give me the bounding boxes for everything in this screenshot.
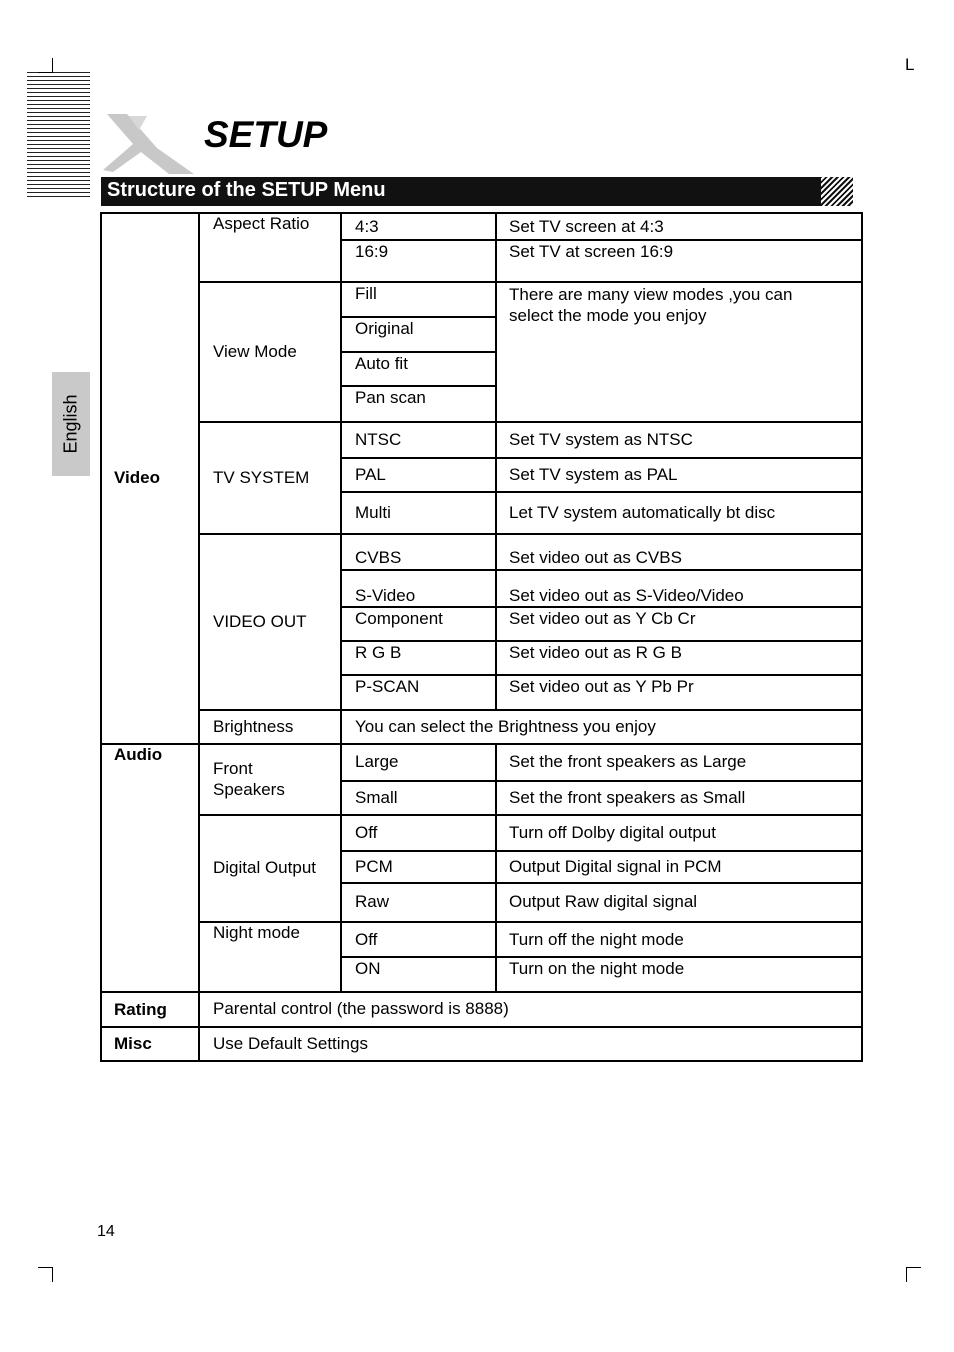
desc-p-scan: Set video out as Y Pb Pr bbox=[509, 677, 694, 696]
desc-small: Set the front speakers as Small bbox=[509, 788, 746, 807]
desc-ntsc: Set TV system as NTSC bbox=[509, 430, 693, 449]
option-night-off: Off bbox=[355, 930, 378, 949]
item-tv-system: TV SYSTEM bbox=[213, 468, 310, 487]
option-p-scan: P-SCAN bbox=[355, 677, 420, 696]
desc-16-9: Set TV at screen 16:9 bbox=[509, 242, 674, 261]
category-misc: Misc bbox=[114, 1034, 152, 1053]
language-tab-label: English bbox=[60, 394, 81, 454]
desc-night-off: Turn off the night mode bbox=[509, 930, 684, 949]
item-aspect-ratio: Aspect Ratio bbox=[213, 214, 310, 233]
desc-large: Set the front speakers as Large bbox=[509, 752, 747, 771]
corner-mark-top-right: L bbox=[905, 55, 915, 74]
option-component: Component bbox=[355, 609, 443, 628]
item-front-speakers-line2: Speakers bbox=[213, 780, 285, 799]
desc-pcm: Output Digital signal in PCM bbox=[509, 857, 722, 876]
desc-rgb: Set video out as R G B bbox=[509, 643, 682, 662]
desc-s-video: Set video out as S-Video/Video bbox=[509, 586, 744, 605]
desc-raw: Output Raw digital signal bbox=[509, 892, 698, 911]
category-rating: Rating bbox=[114, 1000, 167, 1019]
item-brightness: Brightness bbox=[213, 717, 294, 736]
rating-description: Parental control (the password is 8888) bbox=[213, 999, 509, 1018]
desc-multi: Let TV system automatically bt disc bbox=[509, 503, 776, 522]
item-night-mode: Night mode bbox=[213, 923, 300, 942]
option-pal: PAL bbox=[355, 465, 386, 484]
desc-view-mode: There are many view modes ,you can select the mode you enjoy bbox=[509, 285, 793, 325]
option-large: Large bbox=[355, 752, 399, 771]
option-digital-off: Off bbox=[355, 823, 378, 842]
desc-brightness: You can select the Brightness you enjoy bbox=[355, 717, 656, 736]
item-video-out: VIDEO OUT bbox=[213, 612, 307, 631]
option-fill: Fill bbox=[355, 284, 377, 303]
option-night-on: ON bbox=[355, 959, 381, 978]
item-front-speakers-line1: Front bbox=[213, 759, 253, 778]
item-digital-output: Digital Output bbox=[213, 858, 316, 877]
page-title: SETUP bbox=[204, 114, 328, 155]
option-4-3: 4:3 bbox=[355, 217, 379, 236]
desc-night-on: Turn on the night mode bbox=[509, 959, 685, 978]
option-small: Small bbox=[355, 788, 398, 807]
desc-cvbs: Set video out as CVBS bbox=[509, 548, 682, 567]
option-multi: Multi bbox=[355, 503, 391, 522]
option-pcm: PCM bbox=[355, 857, 393, 876]
item-view-mode: View Mode bbox=[213, 342, 297, 361]
option-pan-scan: Pan scan bbox=[355, 388, 426, 407]
desc-pal: Set TV system as PAL bbox=[509, 465, 678, 484]
option-rgb: R G B bbox=[355, 643, 402, 662]
misc-description: Use Default Settings bbox=[213, 1034, 368, 1053]
option-16-9: 16:9 bbox=[355, 242, 389, 261]
option-original: Original bbox=[355, 319, 414, 338]
option-raw: Raw bbox=[355, 892, 390, 911]
option-ntsc: NTSC bbox=[355, 430, 402, 449]
category-video: Video bbox=[114, 468, 160, 487]
category-audio: Audio bbox=[114, 745, 163, 764]
desc-component: Set video out as Y Cb Cr bbox=[509, 609, 696, 628]
section-title: Structure of the SETUP Menu bbox=[107, 179, 386, 201]
option-cvbs: CVBS bbox=[355, 548, 402, 567]
page-number: 14 bbox=[97, 1223, 115, 1240]
desc-digital-off: Turn off Dolby digital output bbox=[509, 823, 716, 842]
option-auto-fit: Auto fit bbox=[355, 354, 408, 373]
option-s-video: S-Video bbox=[355, 586, 416, 605]
desc-4-3: Set TV screen at 4:3 bbox=[509, 217, 664, 236]
